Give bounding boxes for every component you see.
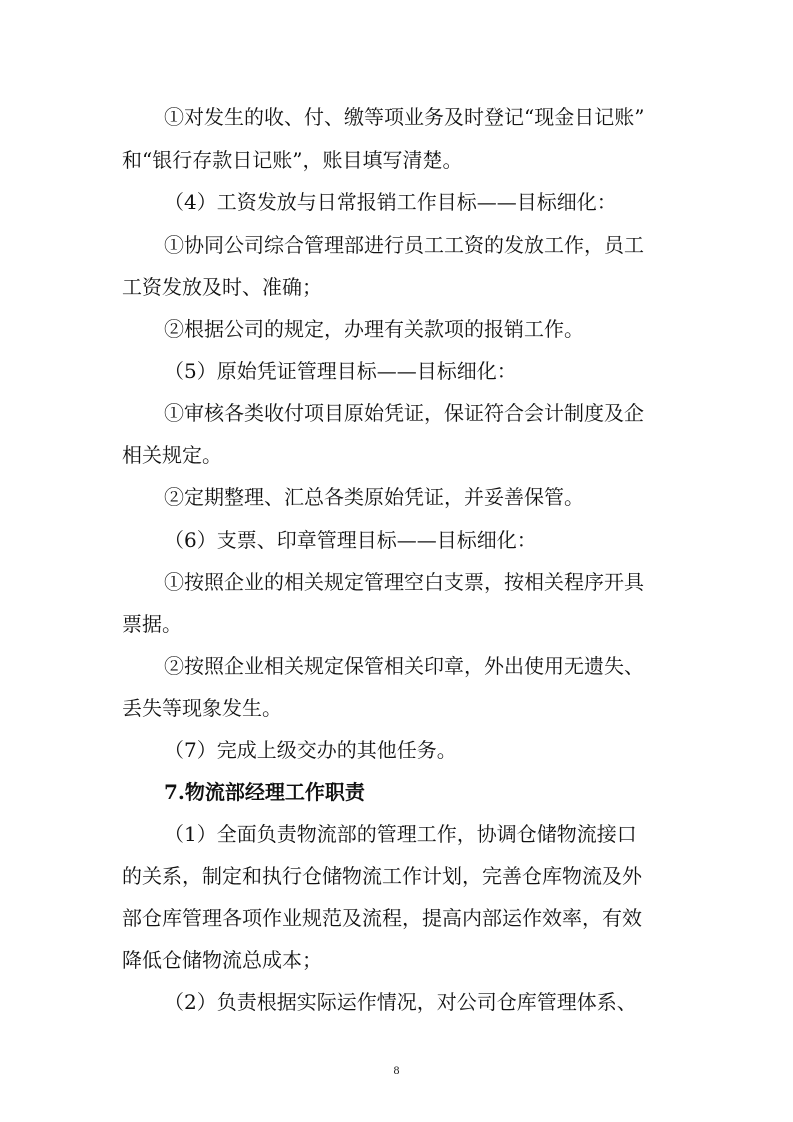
text-line: （1）全面负责物流部的管理工作，协调仓储物流接口 [164, 822, 637, 846]
text-line: （5）原始凭证管理目标——目标细化： [164, 359, 517, 383]
page-number: 8 [393, 1063, 400, 1077]
text-line: 工资发放及时、准确； [122, 275, 322, 299]
text-line: ①按照企业的相关规定管理空白支票，按相关程序开具 [164, 570, 644, 594]
text-line: ①审核各类收付项目原始凭证，保证符合会计制度及企 [164, 401, 644, 425]
text-line: 部仓库管理各项作业规范及流程，提高内部运作效率，有效 [122, 906, 642, 930]
text-line: 和“银行存款日记账”，账目填写清楚。 [122, 148, 463, 172]
text-line: 丢失等现象发生。 [122, 696, 282, 720]
text-line: （7）完成上级交办的其他任务。 [164, 738, 457, 762]
text-line: 降低仓储物流总成本； [122, 948, 322, 972]
text-line: ①协同公司综合管理部进行员工工资的发放工作，员工 [164, 233, 644, 257]
text-line: ①对发生的收、付、缴等项业务及时登记“现金日记账” [164, 105, 645, 129]
text-line: （2）负责根据实际运作情况，对公司仓库管理体系、 [164, 990, 637, 1014]
text-line: ②按照企业相关规定保管相关印章，外出使用无遗失、 [164, 654, 644, 678]
text-line: （4）工资发放与日常报销工作目标——目标细化： [164, 190, 617, 214]
text-line: （6）支票、印章管理目标——目标细化： [164, 528, 537, 552]
section-heading: 7.物流部经理工作职责 [164, 780, 365, 804]
text-line: ②根据公司的规定，办理有关款项的报销工作。 [164, 317, 584, 341]
text-line: 票据。 [122, 612, 182, 636]
text-line: 相关规定。 [122, 443, 222, 467]
text-line: 的关系，制定和执行仓储物流工作计划，完善仓库物流及外 [122, 864, 642, 888]
text-line: ②定期整理、汇总各类原始凭证，并妥善保管。 [164, 485, 584, 509]
